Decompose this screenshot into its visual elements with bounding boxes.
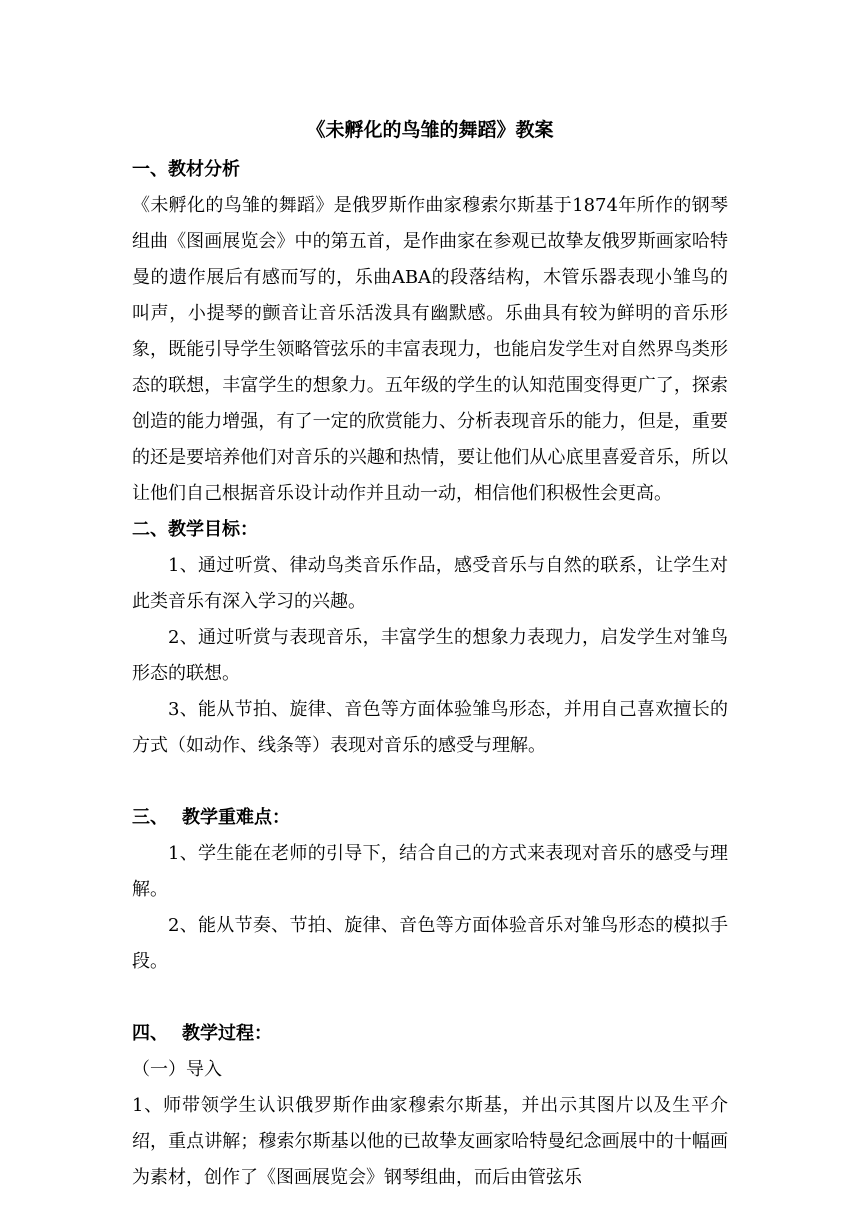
blank-line [132, 764, 728, 800]
key-point-item: 1、学生能在老师的引导下，结合自己的方式来表现对音乐的感受与理解。 [132, 843, 728, 900]
section-number: 三、 [132, 807, 168, 828]
section-heading-text: 教学过程： [182, 1023, 272, 1044]
objective-item: 1、通过听赏、律动鸟类音乐作品，感受音乐与自然的联系，让学生对此类音乐有深入学习的兴趣。 [132, 555, 728, 612]
key-point-item: 2、能从节奏、节拍、旋律、音色等方面体验音乐对雏鸟形态的模拟手段。 [132, 915, 728, 972]
objective-item: 2、通过听赏与表现音乐，丰富学生的想象力表现力，启发学生对雏鸟形态的联想。 [132, 627, 728, 684]
objective-item: 3、能从节拍、旋律、音色等方面体验雏鸟形态，并用自己喜欢擅长的方式（如动作、线条等）表现对音乐的感受与理解。 [132, 699, 728, 756]
section-number: 四、 [132, 1023, 168, 1044]
paragraph-introduction-step: 1、师带领学生认识俄罗斯作曲家穆索尔斯基，并出示其图片以及生平介绍，重点讲解；穆索尔斯基以他的已故挚友画家哈特曼纪念画展中的十幅画为素材，创作了《图画展览会》钢琴组曲，而后由管弦乐 [132, 1095, 728, 1188]
paragraph-material-analysis: 《未孵化的鸟雏的舞蹈》是俄罗斯作曲家穆索尔斯基于1874年所作的钢琴组曲《图画展览会》中的第五首，是作曲家在参观已故挚友俄罗斯画家哈特曼的遗作展后有感而写的，乐曲ABA的段落结构，木管乐器表现小雏鸟的叫声，小提琴的颤音让音乐活泼具有幽默感。乐曲具有较为鲜明的音乐形象，既能引导学生领略管弦乐的丰富表现力，也能启发学生对自然界鸟类形态的联想，丰富学生的想象力。五年级的学生的认知范围变得更广了，探索创造的能力增强，有了一定的欣赏能力、分析表现音乐的能力，但是，重要的还是要培养他们对音乐的兴趣和热情，要让他们从心底里喜爱音乐，所以让他们自己根据音乐设计动作并且动一动，相信他们积极性会更高。 [132, 195, 728, 504]
section-heading-teaching-objectives: 二、教学目标： [132, 519, 258, 540]
section-heading-teaching-process [132, 1016, 728, 1052]
section-heading-text: 教学重难点： [182, 807, 290, 828]
document-body [132, 108, 728, 1196]
section-heading-key-difficult-points [132, 800, 728, 836]
section-heading-teaching-material-analysis: 一、教材分析 [132, 159, 240, 180]
document-title: 《未孵化的鸟雏的舞蹈》教案 [306, 119, 554, 141]
subheading-introduction: （一）导入 [132, 1059, 222, 1080]
blank-line [132, 980, 728, 1016]
